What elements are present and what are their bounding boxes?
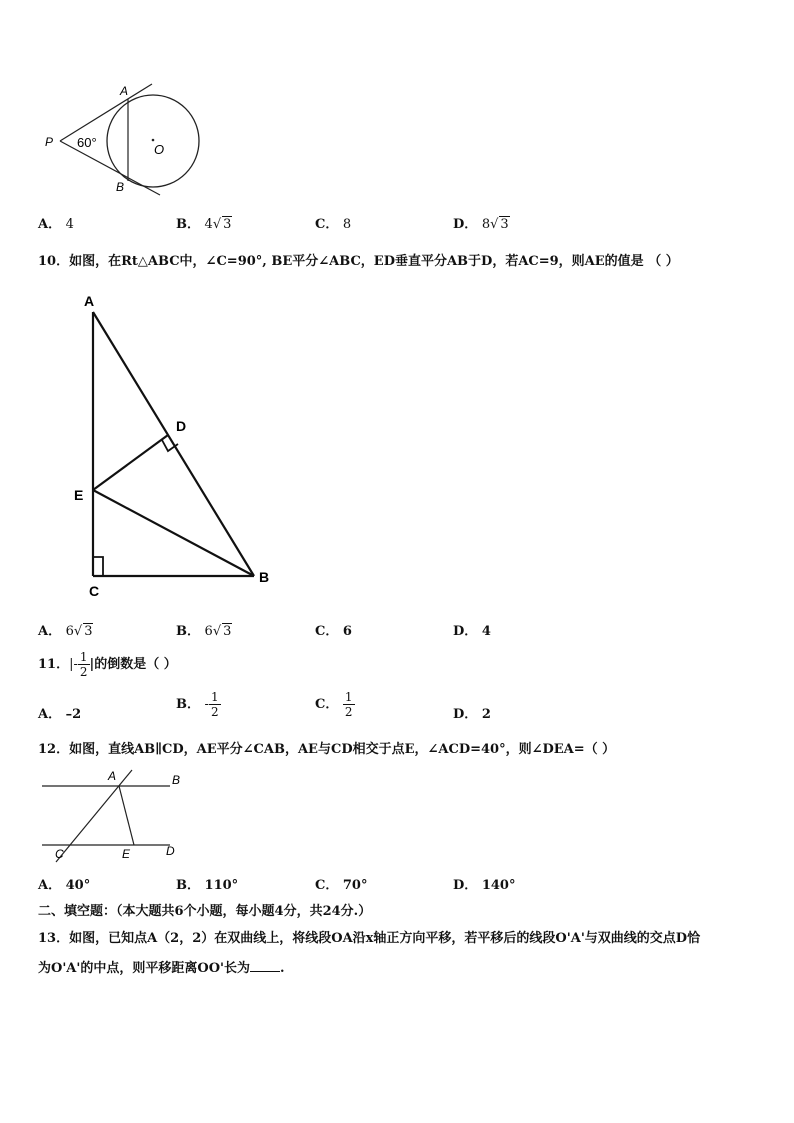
fraction-denominator: 2 bbox=[79, 665, 88, 679]
q11-option-a[interactable] bbox=[38, 703, 81, 722]
label-e: E bbox=[74, 487, 84, 503]
label-p: P bbox=[45, 135, 54, 149]
q11-stem bbox=[38, 650, 177, 679]
q11-option-d[interactable] bbox=[453, 703, 491, 722]
tangent-line-pa bbox=[60, 84, 152, 141]
option-letter: A． bbox=[38, 217, 62, 232]
option-letter: B． bbox=[176, 697, 200, 712]
q13-line1: 13．如图，已知点A（2，2）在双曲线上，将线段OA沿x轴正方向平移，若平移后的线段O'A'与双曲线的交点D恰 bbox=[38, 931, 701, 946]
q10-option-a[interactable] bbox=[38, 620, 93, 639]
fraction bbox=[343, 690, 355, 719]
section-heading: 二、填空题：（本大题共6个小题，每小题4分，共24分.） bbox=[38, 904, 372, 919]
q12-option-b[interactable] bbox=[176, 874, 238, 893]
option-value: 8 bbox=[342, 217, 352, 232]
option-letter: D． bbox=[453, 878, 478, 893]
sqrt-icon: √ bbox=[490, 217, 499, 232]
q12-option-d[interactable] bbox=[453, 874, 515, 893]
q13-text: 为O'A'的中点，则平移距离OO'长为 bbox=[38, 961, 250, 976]
abs-bar-left: |- bbox=[69, 657, 78, 672]
fraction-denominator: 2 bbox=[210, 705, 219, 719]
option-value: 6 bbox=[342, 624, 352, 639]
sqrt-icon: √ bbox=[73, 624, 83, 639]
option-coef: 6 bbox=[204, 624, 213, 639]
label-e: E bbox=[122, 847, 131, 861]
option-letter: C． bbox=[315, 217, 339, 232]
option-letter: D． bbox=[453, 707, 478, 722]
transversal-ac bbox=[56, 770, 132, 862]
option-radicand: 3 bbox=[500, 217, 509, 232]
label-b: B bbox=[259, 569, 270, 585]
option-value: 2 bbox=[481, 707, 491, 722]
segment-ed bbox=[93, 435, 168, 490]
option-letter: A． bbox=[38, 878, 62, 893]
option-radicand: 3 bbox=[223, 624, 232, 639]
q9-option-c[interactable] bbox=[315, 213, 351, 232]
label-a: A bbox=[108, 769, 117, 783]
option-value: 110° bbox=[204, 878, 239, 893]
label-o: O bbox=[154, 142, 165, 157]
option-value: 4 bbox=[65, 217, 74, 232]
label-c: C bbox=[55, 847, 64, 861]
segment-ae bbox=[119, 786, 134, 845]
answer-blank[interactable] bbox=[250, 959, 280, 972]
segment-eb bbox=[93, 490, 254, 576]
option-radicand: 3 bbox=[84, 624, 93, 639]
fraction-numerator: 1 bbox=[210, 690, 219, 704]
option-value: 70° bbox=[342, 878, 368, 893]
fraction-numerator: 1 bbox=[79, 650, 88, 664]
option-sign: - bbox=[204, 697, 209, 712]
option-letter: C． bbox=[315, 878, 339, 893]
q10-stem: 10．如图，在Rt△ABC中，∠C=90°, BE平分∠ABC，ED垂直平分AB于D，若AC=9，则AE的值是 （ ） bbox=[38, 254, 679, 269]
option-letter: B． bbox=[176, 878, 200, 893]
q13-line2 bbox=[38, 957, 285, 976]
label-d: D bbox=[166, 844, 175, 858]
fraction-numerator: 1 bbox=[344, 690, 353, 704]
q9-option-d[interactable] bbox=[453, 213, 510, 232]
label-b: B bbox=[172, 773, 181, 787]
q12-stem: 12．如图，直线AB∥CD，AE平分∠CAB，AE与CD相交于点E，∠ACD=40°，则∠DEA=（ ） bbox=[38, 742, 616, 757]
tangent-line-pb bbox=[60, 141, 160, 195]
option-coef: 6 bbox=[65, 624, 74, 639]
question-tail: |的倒数是（ ） bbox=[89, 657, 177, 672]
side-ab bbox=[93, 312, 254, 576]
q10-option-c[interactable] bbox=[315, 620, 352, 639]
q13-period: . bbox=[280, 961, 285, 976]
option-letter: D． bbox=[453, 624, 478, 639]
option-letter: B． bbox=[176, 217, 200, 232]
parallel-lines-figure bbox=[38, 766, 186, 866]
label-a: A bbox=[84, 293, 95, 309]
label-b: B bbox=[116, 180, 125, 194]
tangent-circle-figure bbox=[40, 78, 220, 200]
sqrt-icon: √ bbox=[212, 217, 222, 232]
q10-option-d[interactable] bbox=[453, 620, 491, 639]
q11-option-b[interactable] bbox=[176, 690, 221, 719]
question-number: 11． bbox=[38, 657, 70, 672]
fraction bbox=[78, 650, 90, 679]
option-letter: A． bbox=[38, 707, 62, 722]
q9-option-b[interactable] bbox=[176, 213, 232, 232]
center-dot bbox=[152, 139, 155, 142]
fraction bbox=[209, 690, 221, 719]
q11-option-c[interactable] bbox=[315, 690, 355, 719]
option-value: 140° bbox=[481, 878, 516, 893]
option-letter: A． bbox=[38, 624, 62, 639]
label-d: D bbox=[176, 418, 187, 434]
sqrt-icon: √ bbox=[212, 624, 222, 639]
angle-60: 60° bbox=[77, 135, 97, 150]
label-c: C bbox=[89, 583, 100, 599]
q12-option-a[interactable] bbox=[38, 874, 90, 893]
option-letter: B． bbox=[176, 624, 200, 639]
option-letter: C． bbox=[315, 697, 339, 712]
option-value: –2 bbox=[65, 707, 82, 722]
q10-option-b[interactable] bbox=[176, 620, 232, 639]
right-angle-c bbox=[93, 557, 103, 576]
option-letter: C． bbox=[315, 624, 339, 639]
option-coef: 8 bbox=[481, 217, 491, 232]
q9-option-a[interactable] bbox=[38, 213, 74, 232]
fraction-denominator: 2 bbox=[344, 705, 353, 719]
option-value: 40° bbox=[65, 878, 91, 893]
option-coef: 4 bbox=[204, 217, 213, 232]
label-a: A bbox=[120, 84, 129, 98]
option-radicand: 3 bbox=[223, 217, 232, 232]
right-triangle-figure bbox=[70, 290, 280, 602]
q12-option-c[interactable] bbox=[315, 874, 367, 893]
option-value: 4 bbox=[481, 624, 491, 639]
option-letter: D． bbox=[453, 217, 478, 232]
